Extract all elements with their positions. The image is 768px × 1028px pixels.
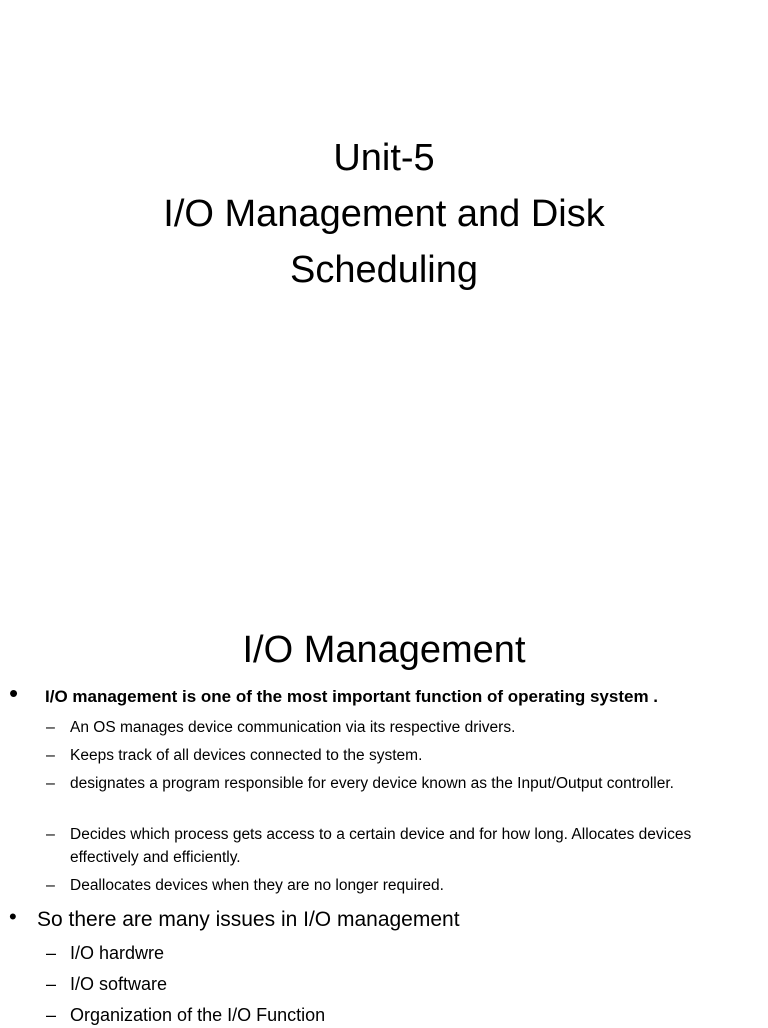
dash-marker: –	[46, 943, 57, 963]
dash-marker: –	[46, 775, 55, 792]
sub-bullet-text: I/O software	[70, 974, 168, 994]
content-slide	[0, 576, 768, 1024]
sub-bullet-text: I/O hardwre	[70, 943, 165, 963]
dash-marker: –	[46, 719, 55, 736]
dash-marker: –	[46, 1005, 57, 1025]
dash-marker: –	[46, 877, 55, 894]
sub-bullet-text: Organization of the I/O Function	[70, 1005, 326, 1025]
bullet-marker: •	[9, 678, 19, 708]
title-line-topic-cont: Scheduling	[289, 249, 479, 291]
dash-marker: –	[46, 747, 55, 764]
bullet-text: So there are many issues in I/O management	[37, 908, 460, 931]
bullet-text: I/O management is one of the most important function of operating system .	[45, 687, 659, 706]
bullet-marker: •	[9, 904, 17, 929]
sub-bullet-text: Deallocates devices when they are no longer required.	[70, 877, 444, 894]
title-line-topic: I/O Management and Disk	[163, 193, 605, 235]
slide-heading: I/O Management	[242, 629, 526, 671]
sub-bullet-text: An OS manages device communication via its respective drivers.	[70, 719, 516, 736]
title-line-unit: Unit-5	[333, 137, 435, 179]
slide-title	[0, 130, 768, 298]
dash-marker: –	[46, 974, 57, 994]
dash-marker: –	[46, 826, 55, 843]
sub-bullet-text: designates a program responsible for every device known as the Input/Output controller.	[70, 775, 674, 792]
sub-bullet-text: Keeps track of all devices connected to the system.	[70, 747, 423, 764]
sub-bullet-text: Decides which process gets access to a certain device and for how long. Allocates devices effectively and efficiently.	[70, 826, 692, 866]
